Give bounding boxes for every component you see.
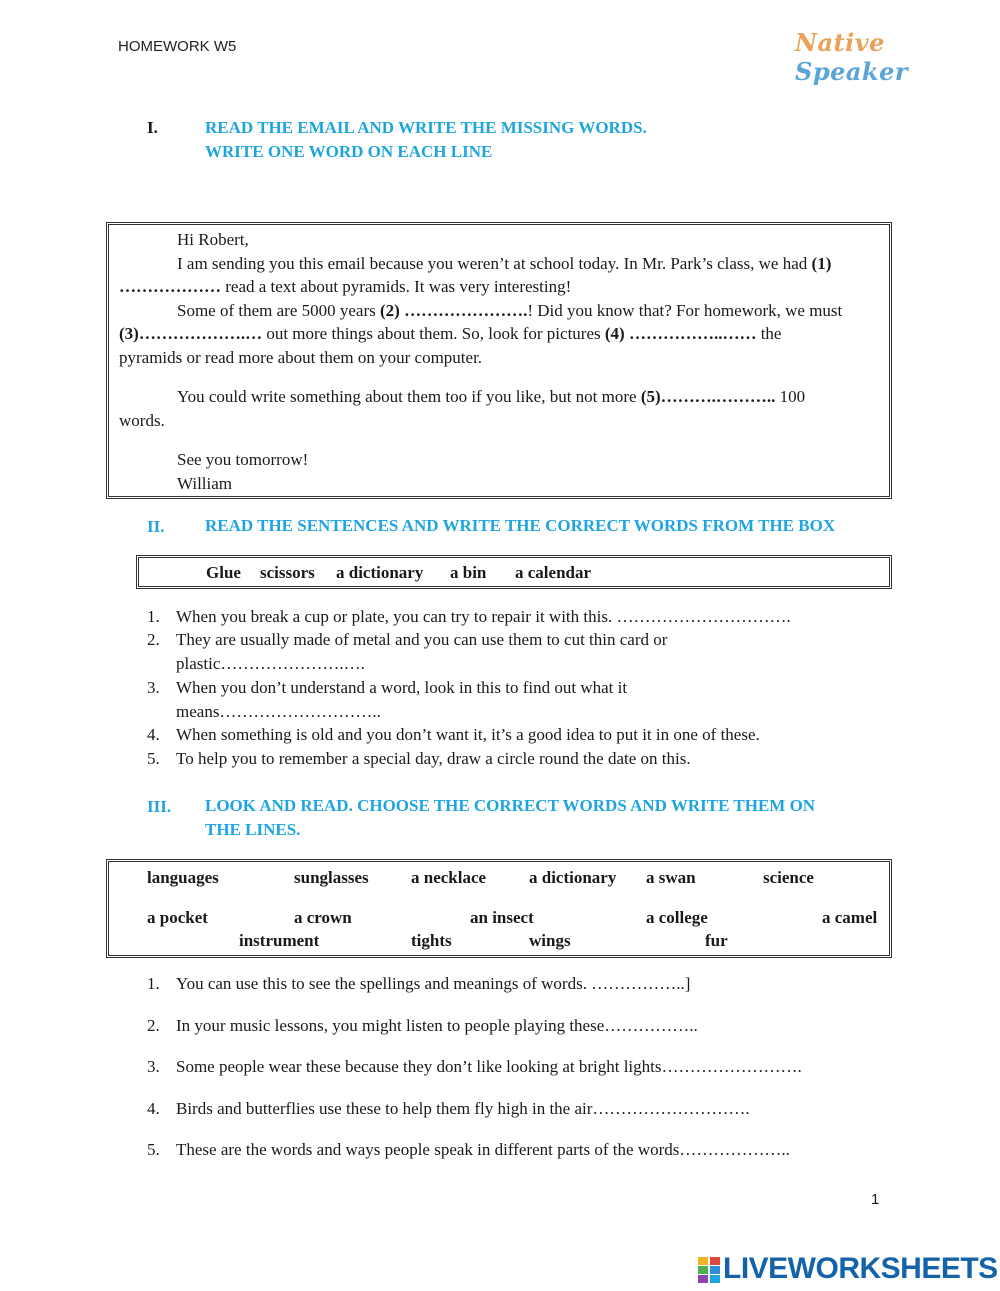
word-box-3 [106, 859, 892, 958]
list-item: 4. Birds and butterflies use these to help them fly high in the air………………………. [147, 1099, 750, 1118]
word-bin: a bin [450, 563, 487, 582]
page-header-title: HOMEWORK W5 [118, 38, 237, 55]
list-item: 1. When you break a cup or plate, you can try to repair it with this. …………………………. [147, 607, 791, 626]
email-line-1: I am sending you this email because you weren’t at school today. In Mr. Park’s class, we had (1) [177, 253, 832, 273]
email-line-2: ……………… read a text about pyramids. It was very interesting! [119, 277, 572, 296]
word-languages: languages [147, 868, 219, 887]
word-crown: a crown [294, 908, 352, 927]
list-item: 2. In your music lessons, you might listen to people playing these…………….. [147, 1016, 698, 1035]
section-2-title: READ THE SENTENCES AND WRITE THE CORRECT WORDS FROM THE BOX [205, 516, 836, 535]
word-fur: fur [705, 931, 728, 950]
liveworksheets-brand: LIVEWORKSHEETS [723, 1252, 998, 1285]
blank-2[interactable]: …………………. [399, 300, 528, 320]
word-college: a college [646, 908, 708, 927]
word-tights: tights [411, 931, 452, 950]
email-line-5: pyramids or read more about them on your computer. [119, 347, 483, 367]
section-3-title: LOOK AND READ. CHOOSE THE CORRECT WORDS AND WRITE THEM ON THE LINES. [205, 796, 816, 839]
list-item: 4. When something is old and you don’t want it, it’s a good idea to put it in one of these. [147, 725, 760, 744]
email-closing: See you tomorrow! [177, 450, 309, 469]
list-item: 5. To help you to remember a special day, draw a circle round the date on this. [147, 749, 691, 768]
word-swan: a swan [646, 868, 696, 887]
email-line-6: You could write something about them too if you like, but not more (5)……….……….. 100 [177, 387, 806, 406]
word-necklace: a necklace [411, 868, 487, 887]
word-box-2 [136, 555, 892, 589]
word-glue: Glue [206, 563, 241, 582]
email-greeting: Hi Robert, [177, 230, 249, 249]
blank-5[interactable]: ……….……….. [660, 387, 776, 406]
section-1-title: READ THE EMAIL AND WRITE THE MISSING WORDS. WRITE ONE WORD ON EACH LINE [205, 118, 647, 161]
blank-1[interactable]: ……………… [119, 277, 221, 296]
section-3-number: III. [147, 797, 172, 816]
word-wings: wings [529, 931, 571, 950]
email-signature: William [177, 473, 233, 493]
section-2-number: II. [147, 517, 165, 536]
word-instrument: instrument [239, 931, 320, 950]
section-1-number: I. [147, 118, 158, 137]
word-insect: an insect [470, 908, 534, 927]
page-number: 1 [871, 1191, 880, 1208]
word-scissors: scissors [260, 563, 315, 582]
blank-3[interactable]: ……………….… [138, 324, 263, 343]
word-science: science [763, 868, 814, 887]
word-sunglasses: sunglasses [294, 868, 369, 887]
email-line-7: words. [119, 410, 165, 430]
list-item: 3. Some people wear these because they don’t like looking at bright lights……………………. [147, 1057, 802, 1076]
list-item: 2. They are usually made of metal and you can use them to cut thin card or plastic………………….…. [147, 630, 668, 673]
blank-4[interactable]: ……………..…… [624, 324, 757, 343]
list-item: 5. These are the words and ways people speak in different parts of the words……………….. [147, 1140, 790, 1159]
list-item: 3. When you don’t understand a word, look in this to find out what it means……………………….. [147, 678, 628, 721]
word-camel: a camel [822, 908, 878, 927]
native-speaker-logo: Native Speaker [795, 28, 908, 86]
word-calendar: a calendar [515, 563, 592, 582]
email-line-3: Some of them are 5000 years (2) ………………….! Did you know that? For homework, we must [177, 300, 843, 320]
liveworksheets-logo-icon [698, 1257, 720, 1283]
word-dictionary: a dictionary [336, 563, 424, 582]
word-dictionary: a dictionary [529, 868, 617, 887]
email-box [106, 222, 892, 499]
word-pocket: a pocket [147, 908, 208, 927]
list-item: 1. You can use this to see the spellings and meanings of words. ……………..] [147, 974, 691, 993]
email-line-4: (3)……………….… out more things about them. So, look for pictures (4) ……………..…… the [119, 324, 782, 343]
